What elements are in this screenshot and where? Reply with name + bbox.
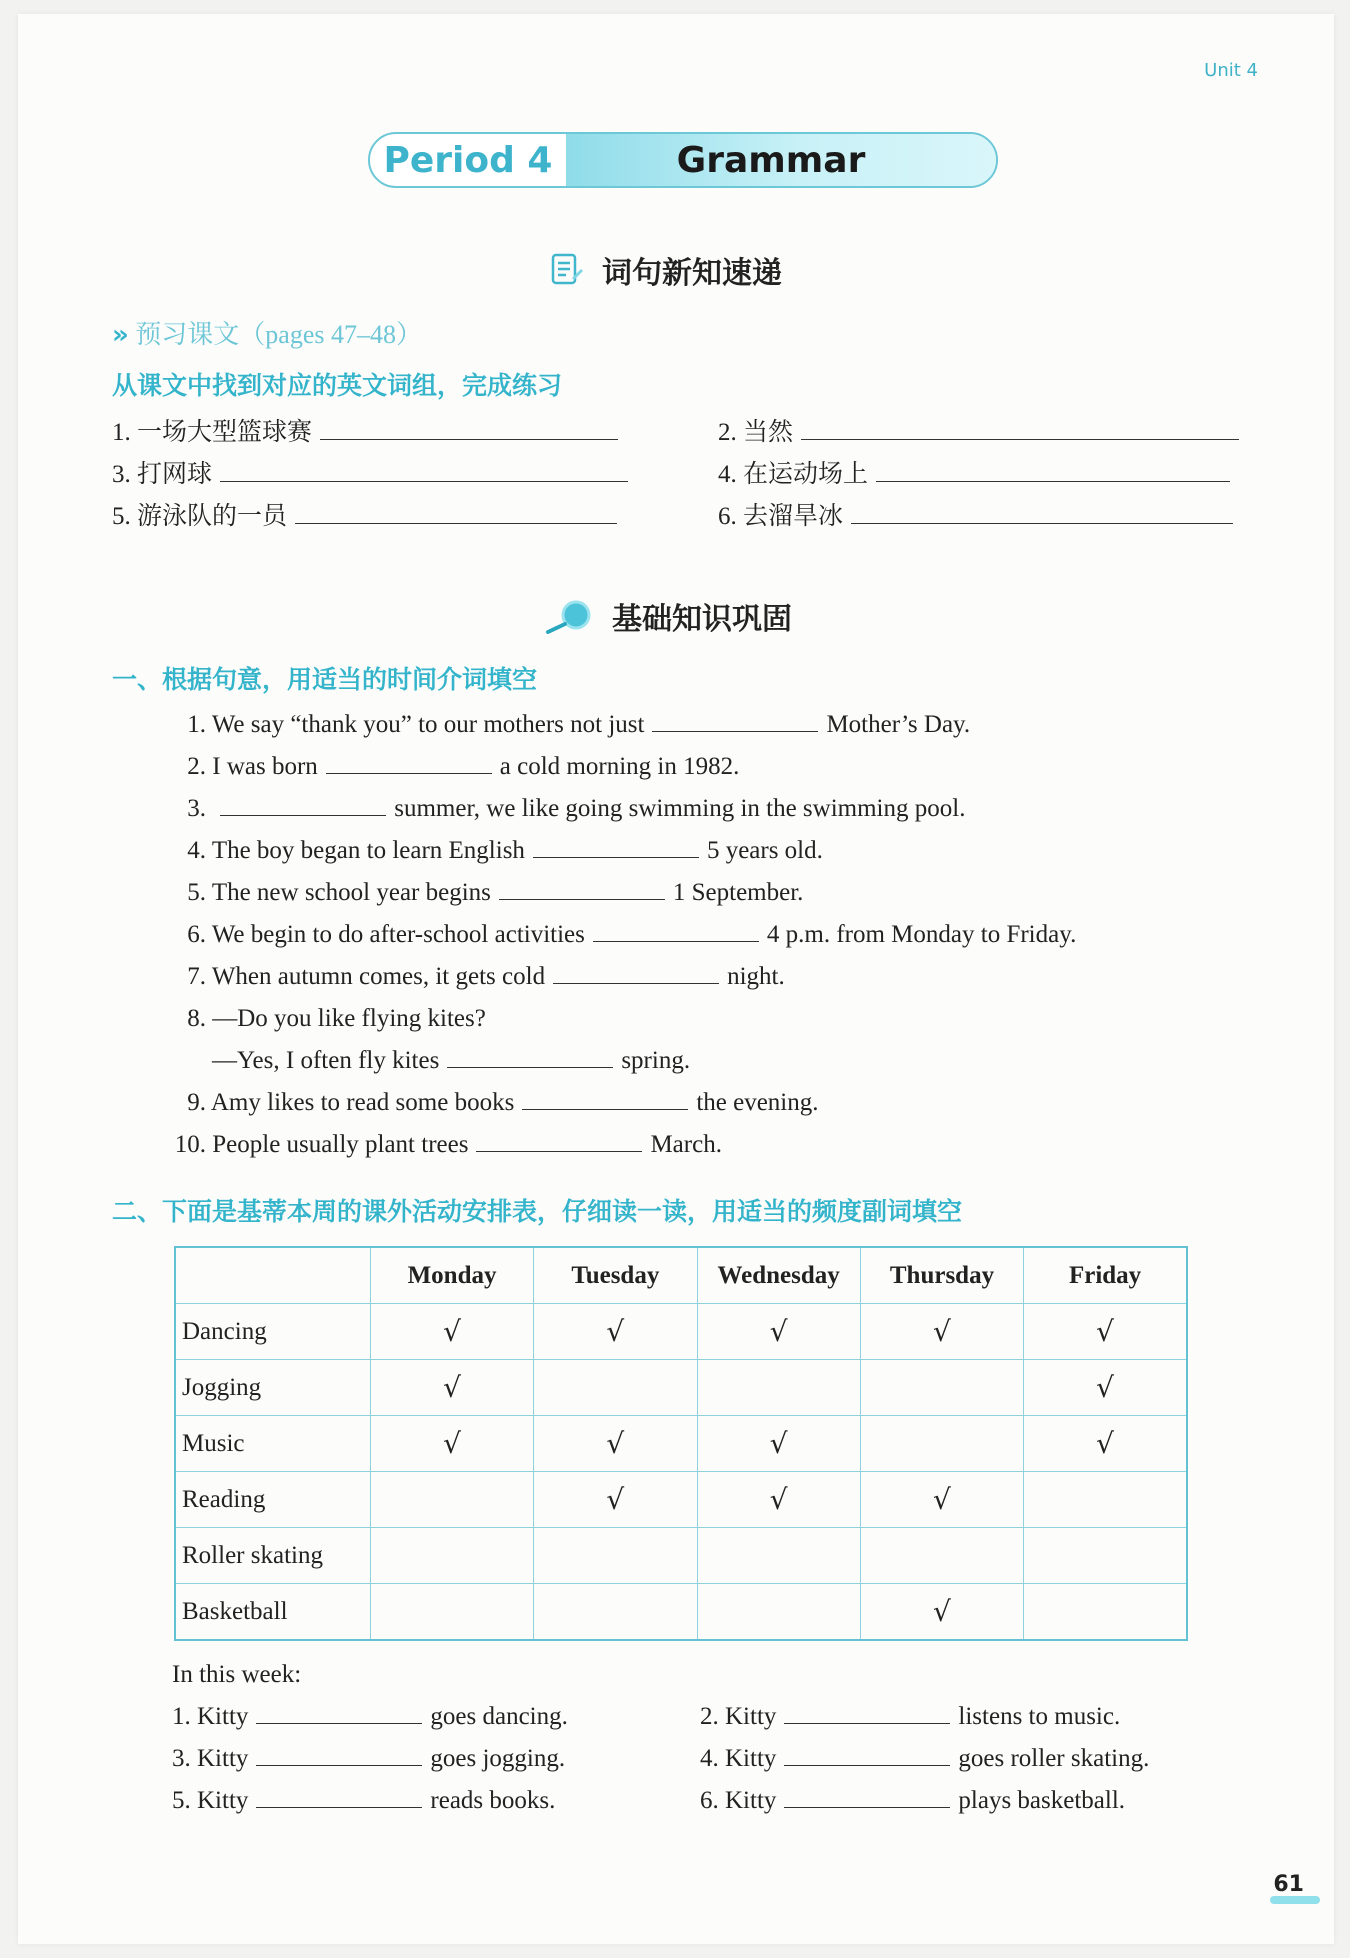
answer-blank[interactable] <box>593 915 759 942</box>
check-mark: √ <box>606 1315 625 1348</box>
answer-blank[interactable] <box>256 1697 422 1724</box>
answer-blank[interactable] <box>652 705 818 732</box>
answer-blank[interactable] <box>522 1083 688 1110</box>
check-mark: √ <box>769 1315 788 1348</box>
topic-label: Grammar <box>566 134 996 186</box>
question-9: 9. Amy likes to read some books the evening. <box>170 1082 819 1124</box>
check-mark: √ <box>1096 1371 1114 1404</box>
answer-blank[interactable] <box>295 497 617 524</box>
frequency-exercise-1: 1. Kitty goes dancing. <box>172 1696 568 1738</box>
section2-heading <box>544 594 792 638</box>
answer-blank[interactable] <box>784 1697 950 1724</box>
page-number: 61 <box>1273 1872 1304 1897</box>
table-row <box>175 1416 1187 1472</box>
phrase-item-3: 3. 打网球 <box>112 454 636 496</box>
notes-icon <box>550 252 584 288</box>
magnifier-icon <box>544 598 594 634</box>
question-10: 10. People usually plant trees March. <box>170 1124 722 1166</box>
answer-blank[interactable] <box>220 789 386 816</box>
preview-label: 预习课文（pages 47–48） <box>135 320 422 349</box>
activity-name: Dancing <box>175 1304 370 1360</box>
question-8-reply: —Yes, I often fly kites spring. <box>212 1040 690 1082</box>
section2-title: 基础知识巩固 <box>612 602 792 637</box>
answer-blank[interactable] <box>533 831 699 858</box>
answer-blank[interactable] <box>326 747 492 774</box>
check-mark: √ <box>443 1315 461 1348</box>
frequency-exercise-3: 3. Kitty goes jogging. <box>172 1738 565 1780</box>
answer-blank[interactable] <box>220 455 628 482</box>
table-header-row <box>175 1247 1187 1304</box>
question-2: 2. I was born a cold morning in 1982. <box>170 746 739 788</box>
activity-name: Jogging <box>175 1360 370 1416</box>
question-7: 7. When autumn comes, it gets cold night. <box>170 956 785 998</box>
frequency-exercise-6: 6. Kitty plays basketball. <box>700 1780 1125 1822</box>
question-4: 4. The boy began to learn English 5 years old. <box>170 830 823 872</box>
check-mark: √ <box>443 1427 461 1460</box>
page-number-underline <box>1270 1896 1320 1904</box>
part2-heading: 二、下面是基蒂本周的课外活动安排表，仔细读一读，用适当的频度副词填空 <box>112 1197 963 1226</box>
column-header: Monday <box>370 1247 533 1304</box>
part1-heading: 一、根据句意，用适当的时间介词填空 <box>112 665 538 694</box>
corner-cell <box>175 1247 370 1304</box>
question-3: 3. summer, we like going swimming in the swimming pool. <box>170 788 965 830</box>
phrase-item-2: 2. 当然 <box>718 412 1247 454</box>
section1-title: 词句新知速递 <box>602 256 782 291</box>
answer-blank[interactable] <box>801 413 1239 440</box>
phrase-item-1: 1. 一场大型篮球赛 <box>112 412 626 454</box>
preview-line <box>112 314 422 351</box>
check-mark: √ <box>933 1483 951 1516</box>
section1-heading <box>550 248 782 292</box>
frequency-exercise-4: 4. Kitty goes roller skating. <box>700 1738 1149 1780</box>
answer-blank[interactable] <box>876 455 1230 482</box>
answer-blank[interactable] <box>256 1739 422 1766</box>
answer-blank[interactable] <box>320 413 618 440</box>
activity-name: Roller skating <box>175 1528 370 1584</box>
question-1: 1. We say “thank you” to our mothers not just Mother’s Day. <box>170 704 970 746</box>
activity-name: Reading <box>175 1472 370 1528</box>
double-chevron-icon: » <box>112 320 129 350</box>
section1-instruction: 从课文中找到对应的英文词组，完成练习 <box>112 371 563 400</box>
table-row <box>175 1584 1187 1641</box>
question-6: 6. We begin to do after-school activities 4 p.m. from Monday to Friday. <box>170 914 1076 956</box>
check-mark: √ <box>769 1427 788 1460</box>
question-8: 8. —Do you like flying kites? <box>187 1005 486 1032</box>
frequency-exercise-5: 5. Kitty reads books. <box>172 1780 555 1822</box>
column-header: Friday <box>1024 1247 1187 1304</box>
phrase-item-4: 4. 在运动场上 <box>718 454 1238 496</box>
answer-blank[interactable] <box>256 1781 422 1808</box>
check-mark: √ <box>933 1595 951 1628</box>
check-mark: √ <box>769 1483 788 1516</box>
table-row <box>175 1472 1187 1528</box>
period-label: Period 4 <box>383 139 553 181</box>
check-mark: √ <box>443 1371 461 1404</box>
unit-label: Unit 4 <box>1204 60 1258 81</box>
frequency-exercise-2: 2. Kitty listens to music. <box>700 1696 1120 1738</box>
column-header: Tuesday <box>534 1247 697 1304</box>
column-header: Wednesday <box>697 1247 860 1304</box>
phrase-item-6: 6. 去溜旱冰 <box>718 496 1241 538</box>
answer-blank[interactable] <box>784 1781 950 1808</box>
column-header: Thursday <box>860 1247 1023 1304</box>
table-row <box>175 1304 1187 1360</box>
phrase-item-5: 5. 游泳队的一员 <box>112 496 625 538</box>
check-mark: √ <box>1096 1315 1114 1348</box>
check-mark: √ <box>933 1315 951 1348</box>
question-5: 5. The new school year begins 1 September. <box>170 872 803 914</box>
answer-blank[interactable] <box>447 1041 613 1068</box>
check-mark: √ <box>606 1483 625 1516</box>
activity-schedule-table <box>174 1246 1188 1641</box>
table-row <box>175 1528 1187 1584</box>
activity-name: Music <box>175 1416 370 1472</box>
answer-blank[interactable] <box>784 1739 950 1766</box>
answer-blank[interactable] <box>499 873 665 900</box>
answer-blank[interactable] <box>851 497 1233 524</box>
activity-name: Basketball <box>175 1584 370 1641</box>
check-mark: √ <box>606 1427 625 1460</box>
check-mark: √ <box>1096 1427 1114 1460</box>
answer-blank[interactable] <box>476 1125 642 1152</box>
exercise-intro: In this week: <box>172 1661 302 1688</box>
period-banner <box>368 132 998 188</box>
table-row <box>175 1360 1187 1416</box>
answer-blank[interactable] <box>553 957 719 984</box>
